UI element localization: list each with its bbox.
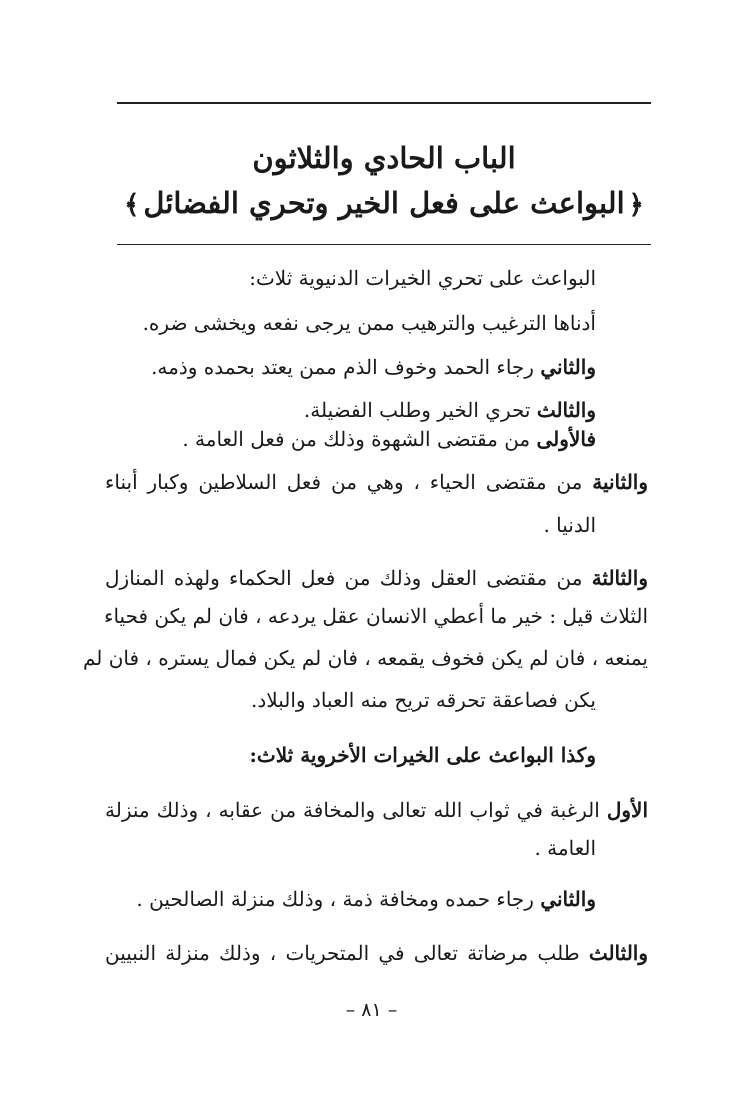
text-line: والثاني رجاء حمده ومخافة ذمة ، وذلك منزلة الصالحين . [136,887,596,911]
ornament-right-bracket: ﴿ [628,190,644,220]
text-line: فالأولى من مقتضى الشهوة وذلك من فعل العامة . [182,427,596,451]
chapter-subtitle [117,183,651,225]
top-rule [117,102,651,104]
chapter-title: الباب الحادي والثلاثون [252,141,516,175]
text-line: والثالثة من مقتضى العقل وذلك من فعل الحكماء ولهذه المنازل [105,566,648,590]
chapter-subtitle-text: البواعث على فعل الخير وتحري الفضائل [143,186,625,220]
ornament-left-bracket: ﴾ [124,190,140,220]
text-line: الدنيا . [543,513,596,537]
text-line: الأول الرغبة في ثواب الله تعالى والمخافة من عقابه ، وذلك منزلة [105,798,648,822]
text-line: والثانية من مقتضى الحياء ، وهي من فعل السلاطين وكبار أبناء [105,470,648,494]
text-line: والثالث تحري الخير وطلب الفضيلة. [303,398,596,422]
text-line: والثاني رجاء الحمد وخوف الذم ممن يعتد بحمده وذمه. [151,355,596,379]
text-line: البواعث على تحري الخيرات الدنيوية ثلاث: [249,266,596,290]
text-line: الثلاث قيل : خير ما أعطي الانسان عقل يردعه ، فان لم يكن فحياء [104,604,648,628]
page-number: – ٨١ – [345,999,398,1021]
text-line: يمنعه ، فان لم يكن فخوف يقمعه ، فان لم يكن فمال يستره ، فان لم [82,646,648,670]
text-line: أدناها الترغيب والترهيب ممن يرجى نفعه ويخشى ضره. [142,311,596,335]
text-line: يكن فصاعقة تحرقه تريح منه العباد والبلاد. [251,688,596,712]
text-line: وكذا البواعث على الخيرات الأخروية ثلاث: [249,743,596,767]
section-rule [117,244,651,245]
text-line: والثالث طلب مرضاتة تعالى في المتحريات ، وذلك منزلة النبيين [105,941,648,965]
text-line: العامة . [534,836,596,860]
